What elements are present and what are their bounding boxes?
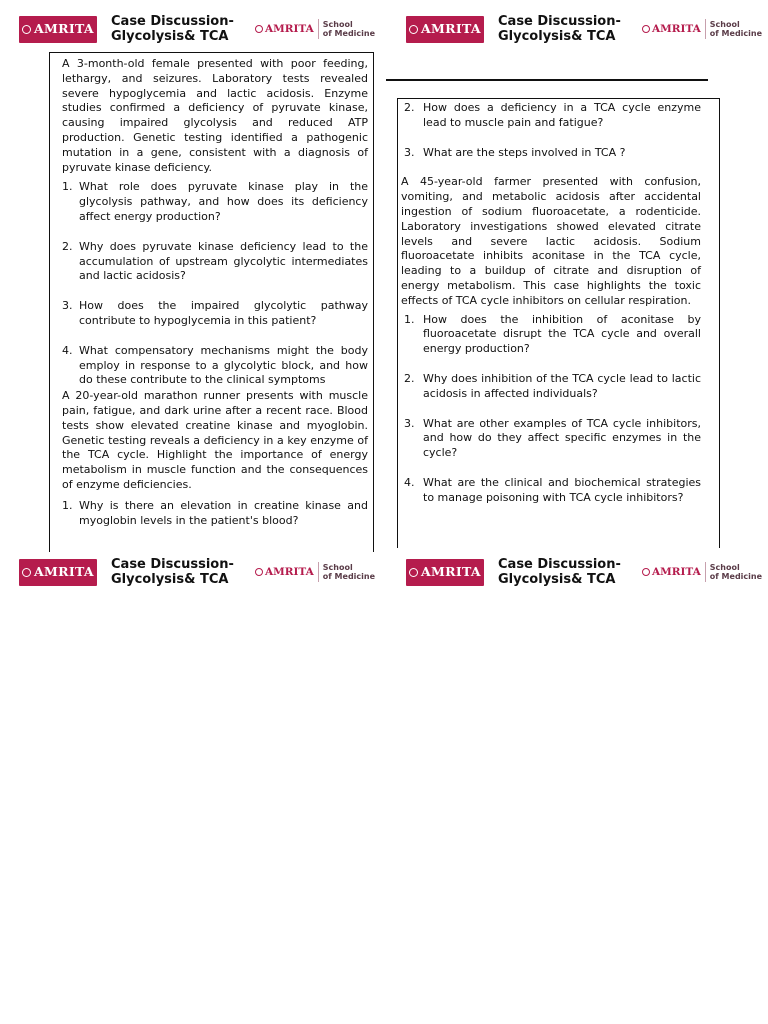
left-case-panel [49,52,374,552]
question-item [401,313,701,357]
school-line1: School [709,20,740,29]
question-item [401,372,701,402]
question-item [62,180,368,224]
header-top-right [406,12,762,46]
question-number: 1. [62,180,73,194]
amrita-logo [406,559,484,586]
school-line1: School [322,563,353,572]
header-top-left [19,12,375,46]
amrita-seal-icon [255,568,263,576]
school-line2: of Medicine [709,572,763,581]
school-line2: of Medicine [322,29,376,38]
amrita-seal-icon [22,25,31,34]
amrita-logo-text: AMRITA [34,20,94,36]
question-number: 3. [404,145,415,159]
school-logo-word: AMRITA [265,565,314,578]
school-of-medicine-logo [642,562,762,582]
school-line2: of Medicine [709,29,763,38]
school-line1: School [322,20,353,29]
question-item [62,299,368,329]
question-text: What are other examples of TCA cycle inhibitors, and how do they affect specific enzymes in the cycle? [423,416,701,460]
question-number: 1. [404,312,415,326]
header-bottom-right [406,555,762,589]
question-text: What role does pyruvate kinase play in the glycolysis pathway, and how does its deficiency affect energy production? [79,180,368,223]
question-number: 1. [62,498,73,512]
question-number: 2. [62,239,73,253]
question-number: 3. [62,299,73,313]
amrita-logo [19,16,97,43]
question-text: How does the impaired glycolytic pathway contribute to hypoglycemia in this patient? [79,299,368,327]
question-text: How does the inhibition of aconitase by fluoroacetate disrupt the TCA cycle and overall energy production? [423,312,701,356]
school-line2: of Medicine [322,572,376,581]
question-text: What compensatory mechanisms might the body employ in response to a glycolytic block, and how do these contribute to the clinical symptoms [79,343,368,387]
question-text: Why is there an elevation in creatine kinase and myoglobin levels in the patient's blood? [79,498,368,527]
question-item [401,417,701,461]
amrita-seal-icon [409,568,418,577]
school-logo-word: AMRITA [652,22,701,35]
case2-questions-continued [401,101,701,160]
amrita-logo-text: AMRITA [34,563,94,579]
amrita-seal-icon [642,568,650,576]
question-text: What are the clinical and biochemical strategies to manage poisoning with TCA cycle inhibitors? [423,475,701,504]
page-title: Case Discussion- Glycolysis& TCA [498,557,621,587]
question-item [401,476,701,506]
school-of-medicine-logo [642,19,762,39]
question-number: 3. [404,416,415,430]
school-logo-word: AMRITA [652,565,701,578]
amrita-logo [19,559,97,586]
case2-questions [62,499,368,529]
question-item [62,344,368,388]
case3-description: A 45-year-old farmer presented with confusion, vomiting, and metabolic acidosis after accidental ingestion of sodium fluoroacetate, a rodenticide. Laboratory investigations showed elevated citrate levels and severe lactic acidosis. Sodium fluoroacetate inhibits aconitase in the TCA cycle, leading to a buildup of citrate and disruption of energy metabolism. This case highlights the toxic effects of TCA cycle inhibitors on cellular respiration. [401,175,701,307]
header-bottom-left [19,555,375,589]
amrita-logo-text: AMRITA [421,563,481,579]
question-text: Why does pyruvate kinase deficiency lead to the accumulation of upstream glycolytic intermediates and lactic acidosis? [79,239,368,283]
case1-questions [62,180,368,388]
divider-line [386,79,708,81]
amrita-seal-icon [255,25,263,33]
question-number: 2. [404,101,415,114]
case3-questions [401,313,701,506]
page-title: Case Discussion- Glycolysis& TCA [111,557,234,587]
amrita-seal-icon [642,25,650,33]
question-item [401,101,701,131]
question-text: How does a deficiency in a TCA cycle enzyme lead to muscle pain and fatigue? [423,101,701,129]
amrita-seal-icon [22,568,31,577]
amrita-seal-icon [409,25,418,34]
question-text: Why does inhibition of the TCA cycle lead to lactic acidosis in affected individuals? [423,371,701,400]
question-item [401,146,701,161]
school-line1: School [709,563,740,572]
question-number: 2. [404,371,415,385]
amrita-logo [406,16,484,43]
page-title: Case Discussion- Glycolysis& TCA [111,14,234,44]
question-number: 4. [404,475,415,489]
school-logo-word: AMRITA [265,22,314,35]
question-text: What are the steps involved in TCA ? [423,145,626,159]
question-item [62,499,368,529]
question-number: 4. [62,343,73,357]
school-of-medicine-logo [255,562,375,582]
case2-description: A 20-year-old marathon runner presents with muscle pain, fatigue, and dark urine after a recent race. Blood tests show elevated creatine kinase and myoglobin. Genetic testing reveals a deficiency in a key enzyme of the TCA cycle. Highlight the importance of energy metabolism in muscle function and the consequences of enzyme deficiencies. [62,389,368,491]
page-title: Case Discussion- Glycolysis& TCA [498,14,621,44]
right-case-panel [397,98,720,548]
school-of-medicine-logo [255,19,375,39]
case1-description: A 3-month-old female presented with poor feeding, lethargy, and seizures. Laboratory tests revealed severe hypoglycemia and lactic acidosis. Enzyme studies confirmed a deficiency of pyruvate kinase, causing impaired glycolysis and reduced ATP production. Genetic testing identified a pathogenic mutation in a gene, consistent with a diagnosis of pyruvate kinase deficiency. [62,57,368,174]
amrita-logo-text: AMRITA [421,20,481,36]
question-item [62,240,368,284]
